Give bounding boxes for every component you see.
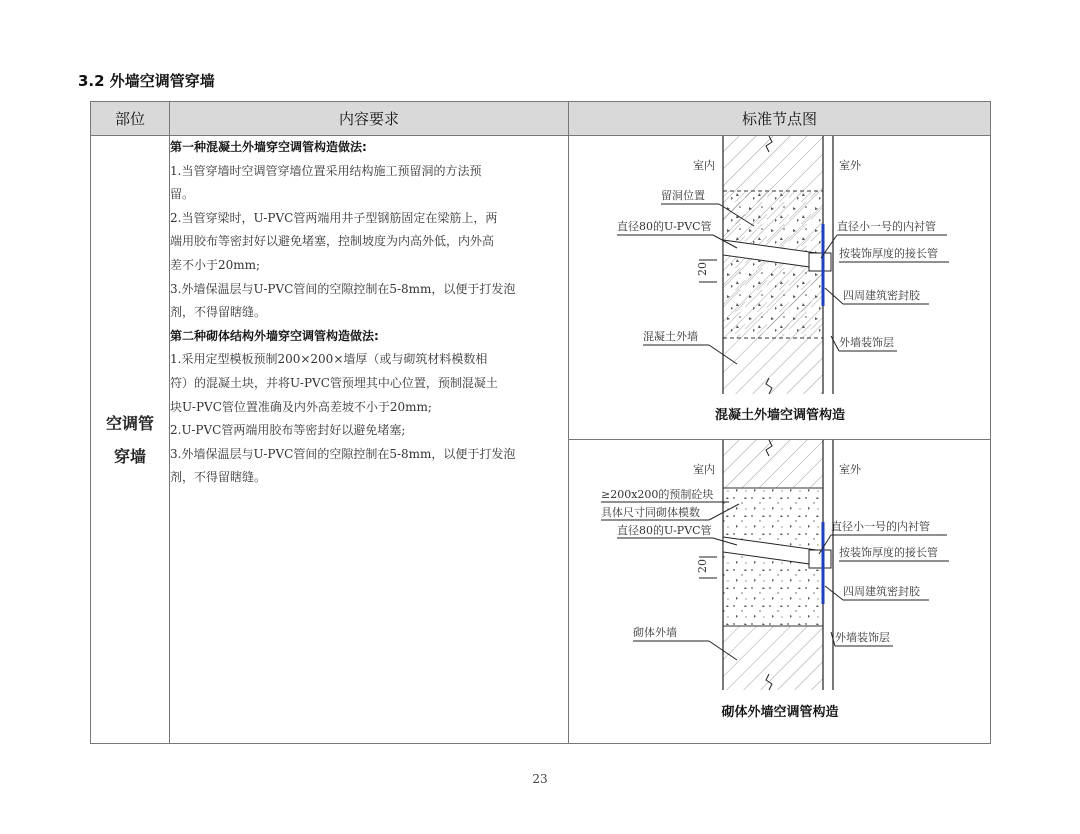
part-label-line2: 穿墙 (113, 446, 146, 466)
content-line: 剂，不得留瞎缝。 (170, 305, 267, 320)
concrete-wall-diagram (569, 136, 991, 439)
block-label-line2: 具体尺寸同砌体模数 (601, 506, 700, 519)
content-heading: 第二种砌体结构外墙穿空调管构造做法: (170, 328, 379, 343)
leader-line (825, 586, 843, 600)
content-line: 块U-PVC管位置准确及内外高差坡不小于20mm; (170, 399, 432, 414)
content-cell (170, 136, 569, 744)
content-line: 端用胶布等密封好以避免堵塞，控制坡度为内高外低，内外高 (170, 234, 495, 249)
diagram-concrete-cell (569, 136, 991, 440)
content-line: 2.当管穿梁时，U-PVC管两端用井子型钢筋固定在梁筋上，两 (170, 210, 498, 225)
figure-caption: 砌体外墙空调管构造 (721, 705, 839, 720)
content-line: 3.外墙保温层与U-PVC管间的空隙控制在5-8mm，以便于打发泡 (170, 446, 516, 461)
extend-label: 按装饰厚度的接长管 (839, 546, 938, 559)
content-line: 差不小于20mm; (170, 257, 261, 272)
diagram-masonry-cell (569, 440, 991, 744)
section-title: 3.2 外墙空调管穿墙 (78, 72, 215, 90)
leader-line (825, 288, 843, 304)
liner-label: 直径小一号的内衬管 (831, 520, 930, 533)
sealant-label: 四周建筑密封胶 (843, 289, 920, 302)
wall-label: 混凝土外墙 (643, 330, 698, 343)
content-requirements (170, 136, 568, 490)
hole-label: 留洞位置 (661, 189, 705, 202)
dim-text: 20 (696, 262, 709, 276)
content-line: 剂，不得留瞎缝。 (170, 470, 267, 485)
liner-pipe (809, 253, 831, 271)
wall-label: 砌体外墙 (633, 626, 677, 639)
content-line: 1.采用定型模板预制200×200×墙厚（或与砌筑材料模数相 (170, 352, 488, 367)
content-heading: 第一种混凝土外墙穿空调管构造做法: (170, 140, 367, 154)
content-line: 3.外墙保温层与U-PVC管间的空隙控制在5-8mm，以便于打发泡 (170, 281, 516, 296)
content-line: 符）的混凝土块，并将U-PVC管预埋其中心位置，预制混凝土 (170, 375, 498, 390)
part-label-line1: 空调管 (105, 413, 154, 433)
header-part: 部位 (91, 102, 170, 136)
finish-label: 外墙装饰层 (835, 631, 890, 644)
outdoor-label: 室外 (839, 463, 861, 476)
block-label-line1: ≥200x200的预制砼块 (601, 488, 714, 501)
table-row-top (91, 136, 991, 440)
content-line: 留。 (170, 187, 195, 202)
content-line: 1.当管穿墙时空调管穿墙位置采用结构施工预留洞的方法预 (170, 163, 482, 178)
pipe-label: 直径80的U-PVC管 (617, 524, 712, 537)
figure-caption: 混凝土外墙空调管构造 (714, 408, 846, 423)
pipe-label: 直径80的U-PVC管 (617, 220, 712, 233)
sealant-label: 四周建筑密封胶 (843, 585, 920, 598)
outdoor-label: 室外 (839, 159, 861, 172)
content-line: 2.U-PVC管两端用胶布等密封好以避免堵塞; (170, 423, 406, 438)
finish-label: 外墙装饰层 (839, 336, 894, 349)
indoor-label: 室内 (693, 463, 715, 476)
leader-line (831, 336, 839, 351)
header-content: 内容要求 (170, 102, 569, 136)
table-header-row (91, 102, 991, 136)
page-number: 23 (532, 772, 548, 786)
masonry-wall-diagram (569, 440, 991, 743)
dim-text: 20 (696, 559, 709, 573)
liner-label: 直径小一号的内衬管 (837, 220, 936, 233)
part-cell (91, 136, 170, 744)
header-diagram: 标准节点图 (569, 102, 991, 136)
indoor-label: 室内 (693, 159, 715, 172)
extend-label: 按装饰厚度的接长管 (839, 247, 938, 260)
construction-table (90, 101, 991, 744)
